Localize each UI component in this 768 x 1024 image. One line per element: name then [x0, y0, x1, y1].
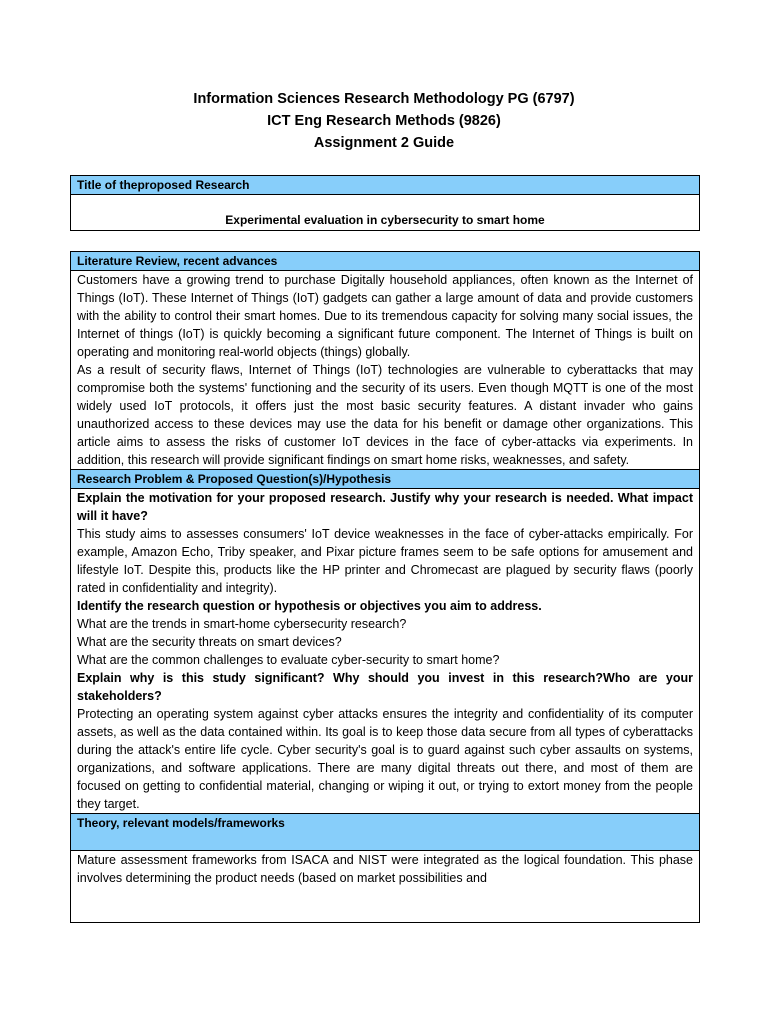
theory-paragraph: Mature assessment frameworks from ISACA and NIST were integrated as the logical foundation. This phase involves determining the product needs (based on market possibilities and [77, 853, 693, 885]
significance-answer: Protecting an operating system against cyber attacks ensures the integrity and confidentiality of its computer assets, as well as the data contained within. Its goal is to keep those data secure from all types of cyberattacks during the attack's entire life cycle. Cyber security's goal is to guard against such cyber assaults on systems, organizations, and software applications. There are many digital threats out there, and most of them are focused on getting to confidential material, changing or wiping it out, or trying to extort money from the people they target. [77, 707, 693, 811]
problem-heading: Research Problem & Proposed Question(s)/Hypothesis [71, 470, 699, 489]
significance-question: Explain why is this study significant? Why should you invest in this research?Who are your stakeholders? [77, 671, 693, 703]
literature-paragraph: As a result of security flaws, Internet of Things (IoT) technologies are vulnerable to cyberattacks that may compromise both the systems' functioning and the security of its users. Even though MQTT is one of the most widely used IoT protocols, it offers just the most basic security features. A distant invader who gains unauthorized access to these devices may use the data for his benefit or damage other organizations. This article aims to assess the risks of customer IoT devices in the face of cyber-attacks via experiments. In addition, this research will provide significant findings on smart home risks, weaknesses, and safety. [77, 363, 693, 467]
assignment-title: Assignment 2 Guide [313, 135, 455, 151]
theory-heading [71, 814, 699, 851]
title-section-heading: Title of theproposed Research [71, 176, 699, 195]
research-question: What are the security threats on smart devices? [77, 635, 342, 649]
course-subtitle: ICT Eng Research Methods (9826) [267, 113, 501, 129]
literature-body [71, 271, 699, 470]
problem-body [71, 489, 699, 814]
research-question-prompt: Identify the research question or hypothesis or objectives you aim to address. [77, 599, 542, 613]
literature-paragraph: Customers have a growing trend to purchase Digitally household appliances, often known as the Internet of Things (IoT). These Internet of Things (IoT) gadgets can gather a large amount of data and provide customers with the ability to control their smart homes. Due to its tremendous capacity for solving many social issues, the Internet of things (IoT) is quickly becoming a significant future component. The Internet of Things is built on operating and monitoring real-world objects (things) globally. [77, 273, 693, 359]
motivation-answer: This study aims to assesses consumers' IoT device weaknesses in the face of cyber-attacks empirically. For example, Amazon Echo, Triby speaker, and Pixar picture frames seem to be safe options for amusement and lifestyle IoT. Despite this, products like the HP printer and Chromecast are plagued by security flaws (poorly rated in confidentiality and integrity). [77, 527, 693, 595]
document-header [0, 88, 768, 154]
theory-body [71, 851, 699, 887]
title-table [70, 175, 700, 231]
research-question: What are the trends in smart-home cybersecurity research? [77, 617, 407, 631]
motivation-question: Explain the motivation for your proposed research. Justify why your research is needed. What impact will it have? [77, 491, 693, 523]
research-title: Experimental evaluation in cybersecurity to smart home [225, 213, 545, 227]
course-title: Information Sciences Research Methodology PG (6797) [193, 91, 575, 107]
research-question: What are the common challenges to evaluate cyber-security to smart home? [77, 653, 500, 667]
theory-heading-label: Theory, relevant models/frameworks [77, 816, 285, 830]
literature-heading: Literature Review, recent advances [71, 252, 699, 271]
content-table [70, 251, 700, 923]
